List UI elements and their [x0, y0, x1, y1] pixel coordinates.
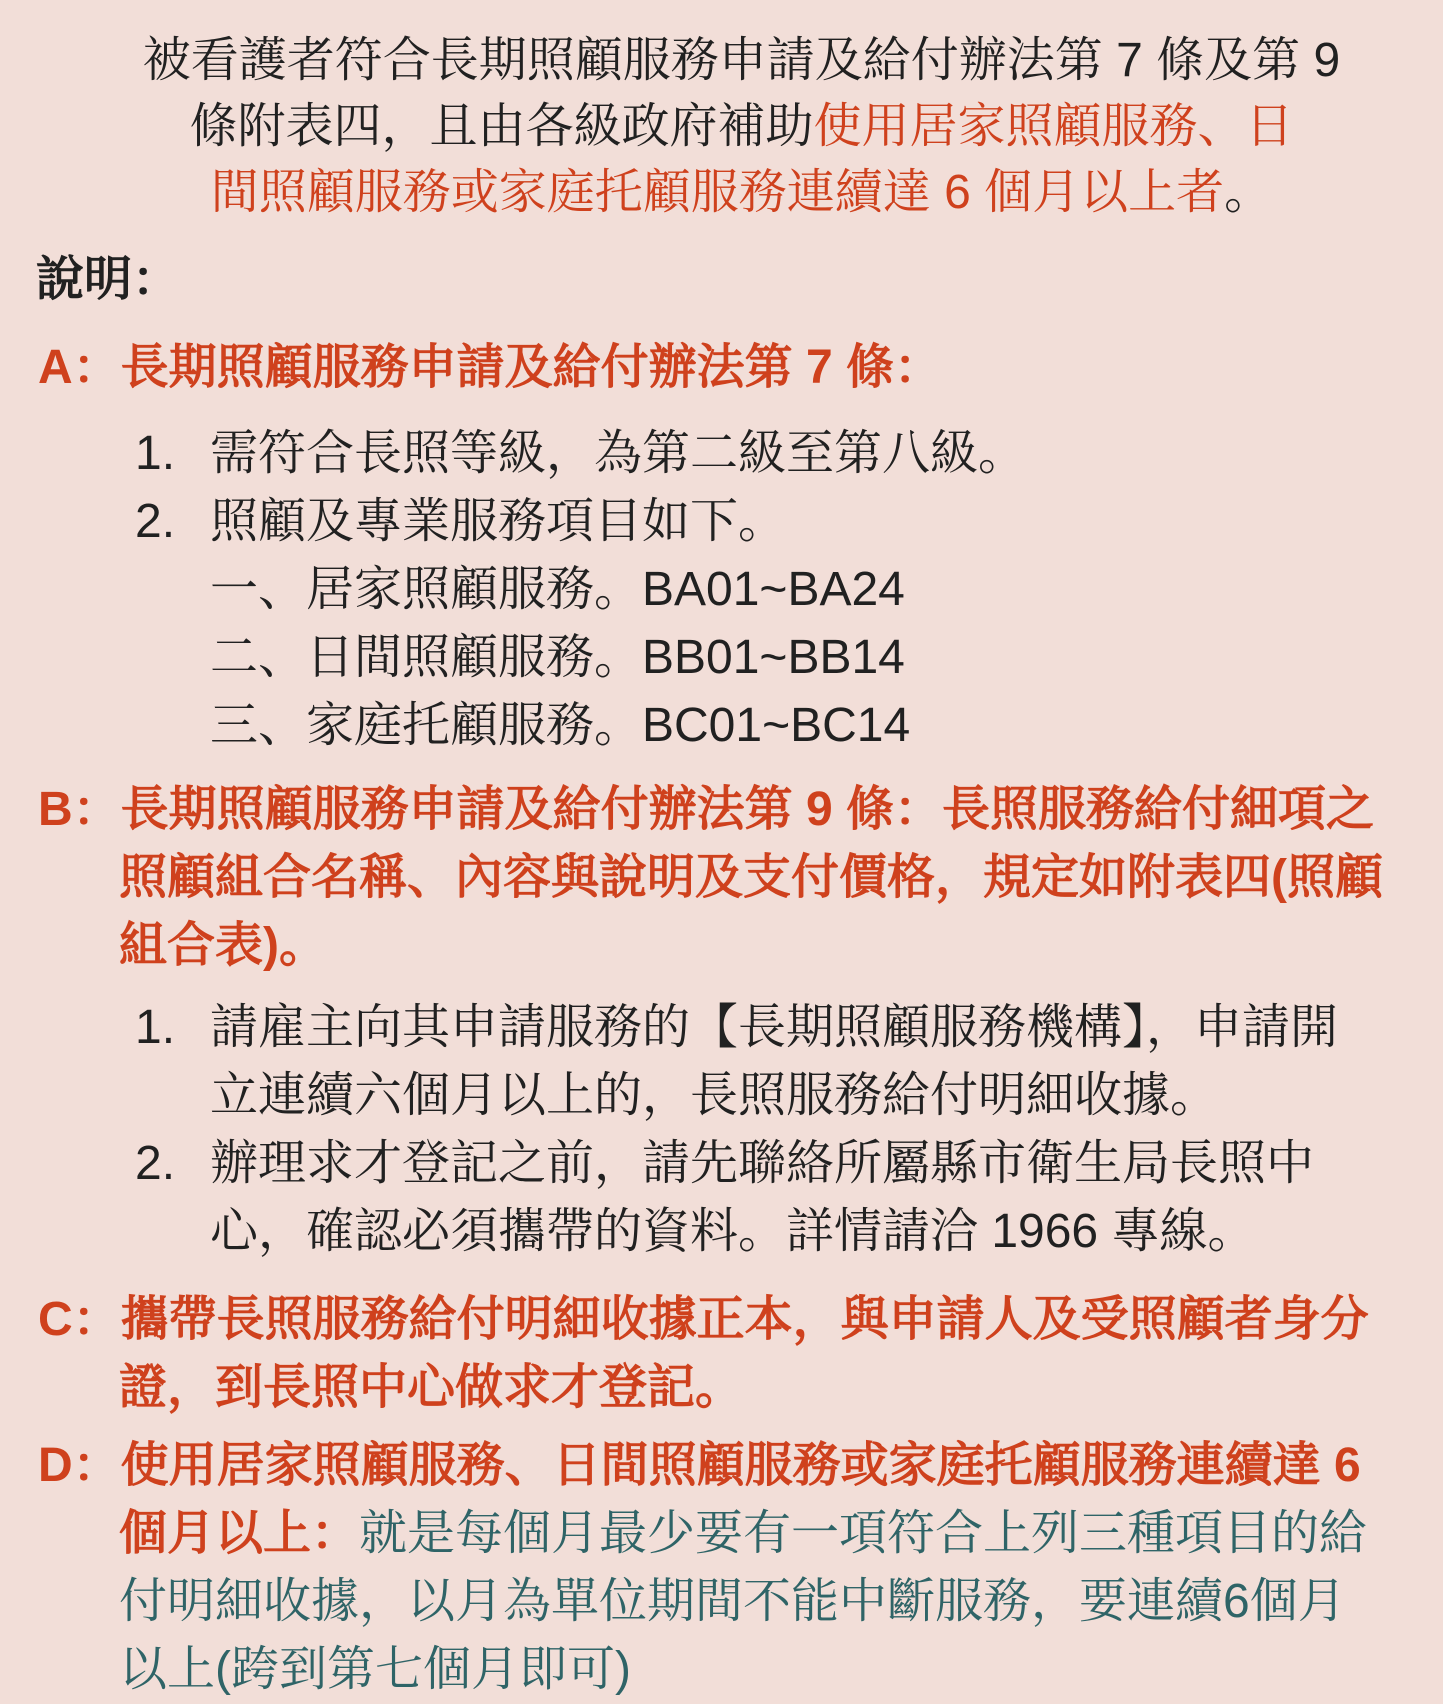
intro-paragraph [90, 28, 1393, 226]
explanation-heading: 說明： [36, 253, 181, 306]
intro-text-highlight: 使用居家照顧服務、日 [813, 100, 1294, 153]
intro-line [90, 160, 1393, 226]
list-item [135, 994, 1385, 1130]
list-sub-item: 三、家庭托顧服務。BC01~BC14 [210, 699, 911, 752]
intro-text-highlight: 間照顧服務或家庭托顧服務連續達 6 個月以上者 [210, 166, 1225, 219]
section-a-label: A： [38, 341, 121, 394]
list-sub-item: 一、居家照顧服務。BA01~BA24 [210, 563, 905, 616]
list-sub-item: 二、日間照顧服務。BB01~BB14 [210, 631, 905, 684]
section-c-heading [38, 1286, 1385, 1422]
intro-line [90, 28, 1393, 94]
intro-text-black: 條附表四，且由各級政府補助 [189, 100, 814, 153]
list-item [135, 1130, 1385, 1266]
section-b-title: 長期照顧服務申請及給付辦法第 9 條：長照服務給付細項之照顧組合名稱、內容與說明及支付價格，規定如附表四(照顧組合表)。 [119, 783, 1383, 972]
list-item-text: 辦理求才登記之前，請先聯絡所屬縣市衛生局長照中心，確認必須攜帶的資料。詳情請洽 1966 專線。 [210, 1137, 1315, 1258]
list-item-number: 2. [135, 495, 176, 548]
intro-line [90, 94, 1393, 160]
intro-text-black: 。 [1224, 166, 1273, 219]
list-item [135, 488, 1385, 556]
section-d-note: 就是每個月最少要有一項符合上列三種項目的給付明細收據，以月為單位期間不能中斷服務，要連續6個月以上(跨到第七個月即可) [119, 1507, 1368, 1696]
intro-text-black: 被看護者符合長期照顧服務申請及給付辦法第 7 條及第 9 [142, 34, 1341, 87]
section-b-label: B： [38, 783, 121, 836]
section-a-list [135, 420, 1385, 760]
section-a-title: 長期照顧服務申請及給付辦法第 7 條： [120, 341, 943, 394]
section-d-title: 使用居家照顧服務、日間照顧服務或家庭托顧服務連續達 6 個月以上： [119, 1439, 1361, 1560]
list-item [135, 420, 1385, 488]
section-d [38, 1432, 1385, 1704]
list-item-text: 照顧及專業服務項目如下。 [210, 495, 787, 548]
list-item-number: 1. [135, 1001, 176, 1054]
section-c-label: C： [38, 1293, 121, 1346]
list-item-number: 2. [135, 1137, 176, 1190]
list-item-number: 1. [135, 427, 176, 480]
list-item-text: 需符合長照等級，為第二級至第八級。 [210, 427, 1027, 480]
section-c-title: 攜帶長照服務給付明細收據正本，與申請人及受照顧者身分證，到長照中心做求才登記。 [119, 1293, 1369, 1414]
section-a-heading [38, 334, 1385, 402]
section-b-heading [38, 776, 1385, 980]
section-d-label: D： [38, 1439, 121, 1492]
list-item-text: 請雇主向其申請服務的【長期照顧服務機構】，申請開立連續六個月以上的，長照服務給付明細收據。 [210, 1001, 1339, 1122]
section-b-list [135, 994, 1385, 1266]
